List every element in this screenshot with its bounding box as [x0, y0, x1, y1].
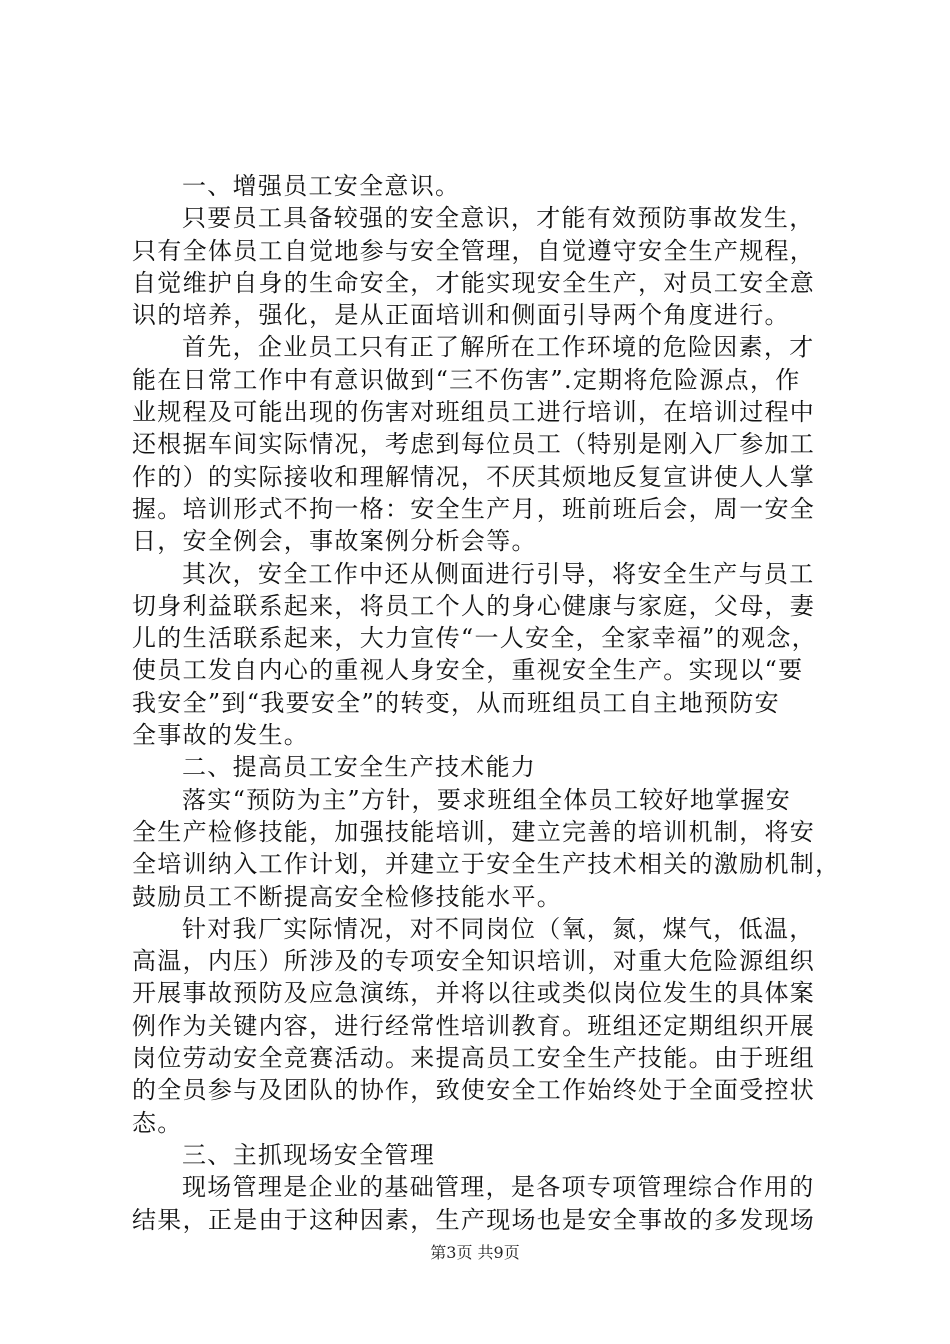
paragraph-line: 开展事故预防及应急演练，并将以往或类似岗位发生的具体案: [132, 979, 816, 1008]
paragraph-line: 儿的生活联系起来，大力宣传“一人安全，全家幸福”的观念，: [132, 624, 817, 653]
paragraph-line: 例作为关键内容，进行经常性培训教育。班组还定期组织开展: [132, 1011, 816, 1040]
paragraph-line: 切身利益联系起来，将员工个人的身心健康与家庭，父母，妻: [132, 591, 816, 620]
paragraph-line: 落实“预防为主”方针，要求班组全体员工较好地掌握安: [182, 785, 792, 814]
heading-3: 三、主抓现场安全管理: [182, 1140, 435, 1169]
paragraph-line: 我安全”到“我要安全”的转变，从而班组员工自主地预防安: [132, 688, 780, 717]
paragraph-line: 首先，企业员工只有正了解所在工作环境的危险因素，才: [182, 333, 815, 362]
paragraph-line: 的全员参与及团队的协作，致使安全工作始终处于全面受控状: [132, 1076, 816, 1105]
paragraph-line: 只有全体员工自觉地参与安全管理，自觉遵守安全生产规程，: [132, 236, 816, 265]
paragraph-line: 结果，正是由于这种因素，生产现场也是安全事故的多发现场: [132, 1205, 816, 1234]
paragraph-line: 全事故的发生。: [132, 721, 310, 750]
heading-2: 二、提高员工安全生产技术能力: [182, 753, 537, 782]
heading-1: 一、增强员工安全意识。: [182, 172, 461, 200]
paragraph-line: 鼓励员工不断提高安全检修技能水平。: [132, 882, 563, 911]
paragraph-line: 现场管理是企业的基础管理，是各项专项管理综合作用的: [182, 1173, 815, 1202]
paragraph-line: 针对我厂实际情况，对不同岗位（氧，氮，煤气，低温，: [182, 914, 815, 943]
paragraph-line: 业规程及可能出现的伤害对班组员工进行培训，在培训过程中: [132, 398, 816, 427]
paragraph-line: 握。培训形式不拘一格：安全生产月，班前班后会，周一安全: [132, 494, 816, 523]
paragraph-line: 识的培养，强化，是从正面培训和侧面引导两个角度进行。: [132, 301, 790, 330]
paragraph-line: 高温，内压）所涉及的专项安全知识培训，对重大危险源组织: [132, 947, 816, 976]
paragraph-line: 使员工发自内心的重视人身安全，重视安全生产。实现以“要: [132, 656, 804, 685]
paragraph-line: 态。: [132, 1108, 183, 1137]
paragraph-line: 作的）的实际接收和理解情况，不厌其烦地反复宣讲使人人掌: [132, 462, 816, 491]
paragraph-line: 日，安全例会，事故案例分析会等。: [132, 527, 537, 556]
paragraph-line: 其次，安全工作中还从侧面进行引导，将安全生产与员工: [182, 559, 815, 588]
paragraph-line: 全培训纳入工作计划，并建立于安全生产技术相关的激励机制，: [132, 850, 841, 879]
paragraph-line: 只要员工具备较强的安全意识，才能有效预防事故发生，: [182, 204, 815, 233]
paragraph-line: 能在日常工作中有意识做到“三不伤害”.定期将危险源点，作: [132, 365, 801, 394]
page-number-footer: 第3页 共9页: [430, 1243, 520, 1262]
paragraph-line: 还根据车间实际情况，考虑到每位员工（特别是刚入厂参加工: [132, 430, 816, 459]
paragraph-line: 自觉维护自身的生命安全，才能实现安全生产，对员工安全意: [132, 268, 816, 297]
paragraph-line: 岗位劳动安全竞赛活动。来提高员工安全生产技能。由于班组: [132, 1044, 816, 1073]
document-body: [132, 170, 842, 1236]
paragraph-line: 全生产检修技能，加强技能培训，建立完善的培训机制，将安: [132, 817, 816, 846]
